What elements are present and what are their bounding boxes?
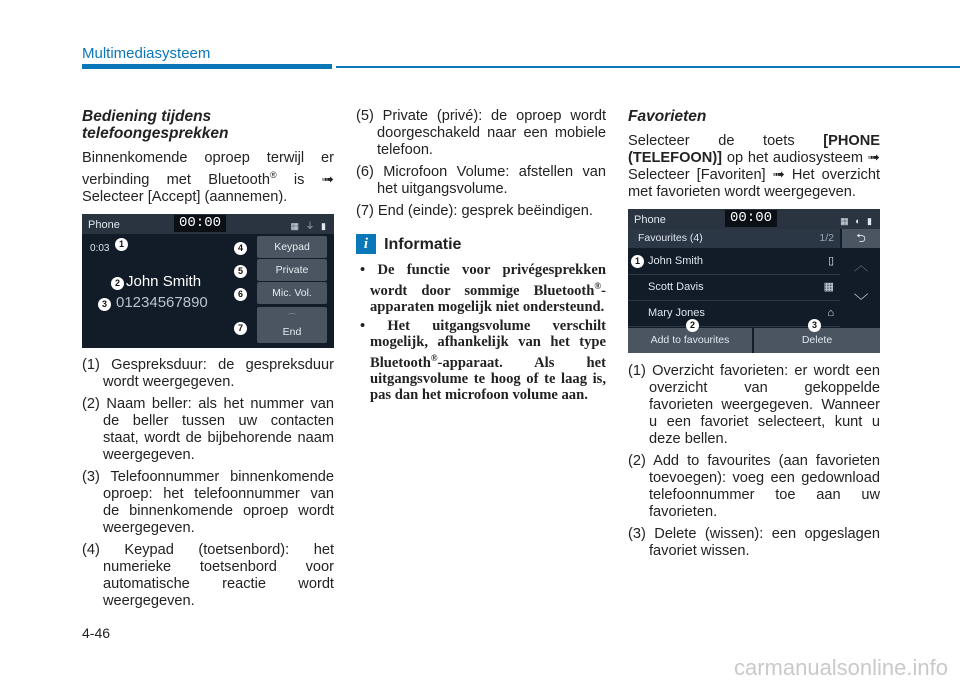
status-icons: ▦ ◐ ▮ bbox=[840, 216, 874, 226]
screen-title: Phone bbox=[634, 214, 666, 226]
watermark: carmanualsonline.info bbox=[733, 655, 948, 680]
column-call-options bbox=[356, 108, 606, 406]
marker-3: 3 bbox=[808, 319, 821, 332]
info-icon: i bbox=[356, 234, 376, 254]
clock: 00:00 bbox=[725, 210, 777, 227]
marker-1: 1 bbox=[631, 255, 644, 268]
marker-4: 4 bbox=[234, 242, 247, 255]
info-bullet-1: • De functie voor privégesprekken wordt door sommige Bluetooth®-apparaten mogelijk niet ondersteund. bbox=[360, 262, 606, 315]
list-item: (3) Delete (wissen): een opgeslagen favoriet wissen. bbox=[628, 526, 880, 559]
favourites-screen bbox=[628, 209, 880, 353]
list-item: (1) Gespreksduur: de gespreksduur wordt weergegeven. bbox=[82, 356, 334, 390]
favourites-intro: Selecteer de toets [PHONE (TELEFOON)] op het audiosysteem ➟ Selecteer [Favoriten] ➟ Het overzicht met favorieten wordt weergegeven. bbox=[628, 133, 880, 200]
marker-5: 5 bbox=[234, 265, 247, 278]
intro-paragraph: Binnenkomende oproep terwijl er verbinding met Bluetooth® is ➟ Selecteer [Accept] (aannemen). bbox=[82, 150, 334, 205]
list-title: Favourites (4) bbox=[638, 232, 703, 244]
call-items-list bbox=[82, 357, 334, 610]
contact-name: Mary Jones bbox=[648, 307, 705, 319]
back-button[interactable] bbox=[842, 229, 880, 248]
favourites-items-list bbox=[628, 363, 880, 560]
list-item: (3) Telefoonnummer binnenkomende oproep: het telefoonnummer van de binnenkomende oproep wordt weergegeven. bbox=[82, 468, 334, 536]
list-item[interactable] bbox=[628, 249, 840, 275]
marker-1: 1 bbox=[115, 238, 128, 251]
marker-2: 2 bbox=[111, 277, 124, 290]
clock: 00:00 bbox=[174, 215, 226, 232]
private-button[interactable]: Private bbox=[257, 259, 327, 281]
keypad-button[interactable]: Keypad bbox=[257, 236, 327, 258]
home-icon: ⌂ bbox=[827, 307, 834, 319]
header-rule bbox=[336, 66, 960, 68]
back-icon: ⮌ bbox=[856, 231, 866, 245]
caller-number: 01234567890 bbox=[116, 293, 208, 311]
caller-name: John Smith bbox=[126, 272, 202, 290]
scroll-up-button[interactable] bbox=[842, 249, 880, 284]
info-heading bbox=[356, 234, 606, 254]
delete-button[interactable]: Delete bbox=[754, 328, 880, 353]
list-item: (6) Microfoon Volume: afstellen van het uitgangsvolume. bbox=[356, 164, 606, 197]
column-call-controls bbox=[82, 108, 334, 615]
call-screen bbox=[82, 214, 334, 348]
heading-call-controls: Bediening tijdens telefoongesprekken bbox=[82, 108, 229, 142]
section-header: Multimediasysteem bbox=[82, 45, 211, 62]
page-indicator: 1/2 bbox=[819, 232, 834, 244]
list-header bbox=[628, 229, 840, 248]
add-to-favourites-button[interactable]: Add to favourites bbox=[628, 328, 752, 353]
end-call-icon: ⌒ bbox=[287, 312, 297, 323]
info-title: Informatie bbox=[384, 235, 462, 253]
list-item: (2) Add to favourites (aan favorieten toevoegen): voeg een gedownload telefoonnummer toe aan uw favorieten. bbox=[628, 453, 880, 520]
marker-7: 7 bbox=[234, 322, 247, 335]
end-call-label: End bbox=[282, 325, 302, 338]
marker-6: 6 bbox=[234, 288, 247, 301]
scroll-down-button[interactable] bbox=[842, 285, 880, 320]
phone-icon: ▯ bbox=[827, 255, 834, 267]
screen-title: Phone bbox=[88, 218, 120, 231]
marker-2: 2 bbox=[686, 319, 699, 332]
info-bullet-2: • Het uitgangsvolume verschilt mogelijk, afhankelijk van het type Bluetooth®-apparaat. Als het uitgangsvolume te hoog of te laag is, pas dan het microfoon volume aan. bbox=[360, 317, 606, 403]
list-item: (4) Keypad (toetsenbord): het numerieke toetsenbord voor automatische reactie wordt weergegeven. bbox=[82, 541, 334, 609]
list-item: (2) Naam beller: als het nummer van de beller tussen uw contacten staat, wordt de bijbehorende naam weergegeven. bbox=[82, 395, 334, 463]
info-box bbox=[356, 234, 606, 403]
list-item: (1) Overzicht favorieten: er wordt een overzicht van gekoppelde favorieten weergegeven. Wanneer u een favoriet selecteert, kunt u deze bellen. bbox=[628, 363, 880, 447]
office-icon: ▦ bbox=[823, 281, 834, 293]
list-item[interactable] bbox=[628, 275, 840, 301]
favourites-list bbox=[628, 249, 840, 327]
chevron-up-icon: ︿ bbox=[853, 258, 869, 274]
end-call-button[interactable] bbox=[257, 307, 327, 343]
heading-favourites: Favorieten bbox=[628, 108, 707, 125]
header-bar bbox=[82, 64, 332, 69]
status-bar bbox=[82, 214, 334, 234]
contact-name: Scott Davis bbox=[648, 281, 704, 293]
page-number: 4-46 bbox=[82, 625, 111, 641]
status-icons: ▦ ⏚ ▮ bbox=[290, 220, 328, 231]
contact-name: John Smith bbox=[648, 255, 704, 267]
list-item: (5) Private (privé): de oproep wordt doorgeschakeld naar een mobiele telefoon. bbox=[356, 108, 606, 158]
column-favourites bbox=[628, 108, 880, 565]
marker-3: 3 bbox=[98, 298, 111, 311]
list-item: (7) End (einde): gesprek beëindigen. bbox=[356, 203, 593, 219]
mic-volume-button[interactable]: Mic. Vol. bbox=[257, 282, 327, 304]
chevron-down-icon: ﹀ bbox=[853, 294, 869, 310]
call-duration: 0:03 bbox=[90, 242, 110, 254]
status-bar bbox=[628, 209, 880, 229]
